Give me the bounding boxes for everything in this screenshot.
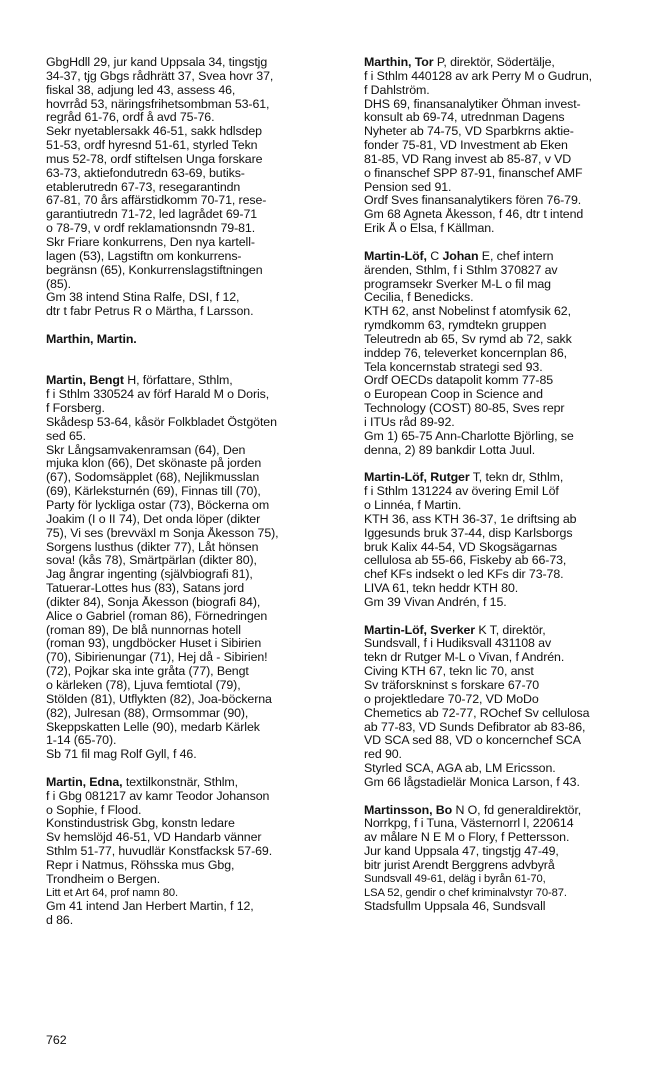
text-line: Technology (COST) 80-85, Sves repr [364,402,565,416]
text-line: Erik Å o Elsa, f Källman. [364,222,495,236]
entry-surname: Martin-Löf, [364,249,427,263]
text-line: 63-73, aktiefondutredn 63-69, butiks- [46,166,245,180]
text-line: 75), Vi ses (brevväxl m Sonja Åkesson 75), [46,526,279,540]
entry-martinsson-bo [364,804,654,915]
right-column [364,56,654,928]
text-line: (roman 89), De blå nunnornas hotell [46,623,241,637]
entry-head [364,804,654,818]
text-line: (67), Sodomsäpplet (68), Nejlikmusslan [46,471,260,485]
text-line: Sv träforskninst s forskare 67-70 [364,678,540,692]
text-line: Sorgens lusthus (dikter 77), Låt hönsen [46,540,259,554]
text-line: f i Sthlm 440128 av ark Perry M o Gudrun, [364,69,592,83]
text-line: Gm 38 intend Stina Ralfe, DSI, f 12, [46,291,240,305]
text-line: DHS 69, finansanalytiker Öhman invest- [364,97,581,111]
entry-head-rest: H, författare, Sthlm, [123,374,233,388]
entry-initial: C [426,249,443,263]
text-line: red 90. [364,748,402,762]
text-line: Konstindustrisk Gbg, konstn ledare [46,817,235,831]
text-line: d 86. [46,914,74,928]
text-line: Jur kand Uppsala 47, tingstjg 47-49, [364,845,559,859]
text-line: fiskal 38, adjung led 43, assess 46, [46,83,236,97]
text-line: Gm 39 Vivan Andrén, f 15. [364,595,507,609]
text-line: bitr jurist Arendt Berggrens advbyrå [364,858,555,872]
text-line: (69), Kärleksturnén (69), Finnas till (70), [46,485,261,499]
entry-martin-bengt [46,374,346,762]
text-line: f i Sthlm 330524 av förf Harald M o Doris, [46,388,270,402]
text-line: tekn dr Rutger M-L o Vivan, f Andrén. [364,651,565,665]
text-line: o Linnéa, f Martin. [364,499,462,512]
entry-martin-edna [46,776,346,928]
text-line: fonder 75-81, VD Investment ab Eken [364,139,568,153]
text-line: dtr t fabr Petrus R o Märtha, f Larsson. [46,305,254,319]
text-line: konsult ab 69-74, utrednman Dagens [364,111,565,125]
text-line: 34-37, tjg Gbgs rådhrätt 37, Svea hovr 37, [46,69,274,83]
text-line: Sthlm 51-77, huvudlär Konstfacksk 57-69. [46,845,273,859]
text-line: o projektledare 70-72, VD MoDo [364,692,539,706]
text-line: Pension sed 91. [364,180,452,194]
text-line: Sundsvall 49-61, deläg i byrån 61-70, [364,872,546,885]
entry-martin-lof-rutger [364,471,654,609]
text-line: KTH 36, ass KTH 36-37, 1e driftsing ab [364,512,577,526]
entry-head [46,776,346,790]
text-line: KTH 62, anst Nobelinst f atomfysik 62, [364,305,571,319]
entry-head-rest: K T, direktör, [475,623,546,637]
entry-head [364,250,654,264]
entry-head [364,471,654,485]
text-line: 67-81, 70 års affärstidkomm 70-71, rese- [46,194,267,208]
text-line: Tatuerar-Lottes hus (83), Satans jord [46,582,245,596]
text-line: LSA 52, gendir o chef kriminalvstyr 70-87. [364,886,567,899]
entry-head-rest: textilkonstnär, Sthlm, [122,775,238,789]
text-line: denna, 2) 89 bankdir Lotta Juul. [364,443,536,457]
text-line: Sb 71 fil mag Rolf Gyll, f 46. [46,748,197,762]
entry-given-name: Sverker [430,623,476,637]
entry-surname: Martin, [46,374,86,388]
text-line: Ordf Sves finansanalytikers fören 76-79. [364,194,582,208]
text-line: Civing KTH 67, tekn lic 70, anst [364,665,534,679]
text-line: o kärleken (78), Ljuva femtiotal (79), [46,678,241,692]
text-line: Iggesunds bruk 37-44, disp Karlsborgs [364,526,573,540]
text-line: 81-85, VD Rang invest ab 85-87, v VD [364,152,572,166]
text-line: Sundsvall, f i Hudiksvall 431108 av [364,637,552,651]
entry-given-name: Tor [414,56,434,69]
text-line: av målare N E M o Flory, f Pettersson. [364,831,570,845]
heading-entry: Marthin, Martin. [46,332,137,346]
entry-surname: Marthin, [364,56,412,69]
text-line: Gm 68 Agneta Åkesson, f 46, dtr t intend [364,208,584,222]
text-line: f Forsberg. [46,402,105,416]
entry-head [364,624,654,638]
text-line: f i Gbg 081217 av kamr Teodor Johanson [46,789,270,803]
text-line: regråd 61-76, ordf å avd 75-76. [46,111,215,125]
text-line: i ITUs råd 89-92. [364,415,455,429]
text-line: mus 52-78, ordf stiftelsen Unga forskare [46,152,263,166]
text-line: Styrled SCA, AGA ab, LM Ericsson. [364,762,556,776]
text-line: ab 77-83, VD Sunds Defibrator ab 83-86, [364,720,586,734]
text-line: etablerutredn 67-73, resegarantindn [46,180,241,194]
text-line: lagen (53), Lagstiftn om konkurrens- [46,249,242,263]
text-line: Stadsfullm Uppsala 46, Sundsvall [364,900,546,914]
entry-given-name: Rutger [430,471,470,485]
entry-given-name: Johan [442,249,479,263]
entry-head-rest: T, tekn dr, Sthlm, [469,471,564,485]
text-line: Skr Långsamvakenramsan (64), Den [46,443,246,457]
text-line: begränsn (65), Konkurrenslagstiftningen [46,263,263,277]
text-line: Party för lyckliga ostar (73), Böckerna om [46,499,270,512]
entry-surname: Martin-Löf, [364,471,427,485]
text-line: (82), Julresan (88), Ormsommar (90), [46,706,249,720]
text-line: sova! (kås 78), Smärtpärlan (dikter 80), [46,554,257,568]
text-line: Sekr nyetablersakk 46-51, sakk hdlsdep [46,125,262,139]
text-line: Stölden (81), Utflykten (82), Joa-böckerna [46,692,272,706]
text-line: rymdkomm 63, rymdtekn gruppen [364,319,547,333]
text-line: (85). [46,277,71,291]
text-line: o European Coop in Science and [364,388,543,402]
text-line: Alice o Gabriel (roman 86), Förnedringen [46,609,268,623]
entry-surname: Martinsson, [364,803,433,817]
text-line: Ordf OECDs datapolit komm 77-85 [364,374,554,388]
text-line: Gm 1) 65-75 Ann-Charlotte Björling, se [364,429,574,443]
entry-head-rest: E, chef intern [478,249,554,263]
entry-head [364,56,654,70]
text-line: (72), Pojkar ska inte gråta (77), Bengt [46,665,249,679]
text-line: Jag ångrar ingenting (självbiografi 81), [46,568,253,582]
text-line: cellulosa ab 55-66, Fiskeby ab 66-73, [364,554,567,568]
text-line: Litt et Art 64, prof namn 80. [46,886,179,899]
text-line: Nyheter ab 74-75, VD Sparbkrns aktie- [364,125,574,139]
text-line: Norrkpg, f i Tuna, Västernorrl l, 220614 [364,817,574,831]
text-line: Gm 66 lågstadielär Monica Larson, f 43. [364,775,580,789]
text-line: Joakim (I o II 74), Det onda löper (dikter [46,512,261,526]
entry-surname: Martin, [46,775,86,789]
text-line: 1-14 (65-70). [46,734,117,748]
text-line: LIVA 61, tekn heddr KTH 80. [364,582,519,596]
text-line: Repr i Natmus, Röhsska mus Gbg, [46,858,235,872]
text-line: GbgHdll 29, jur kand Uppsala 34, tingstjg [46,56,268,69]
text-line: (70), Sibirienungar (71), Hej då - Sibirien! [46,651,268,665]
entry-given-name: Bengt [89,374,124,388]
text-line: Tela koncernstab strategi sed 93. [364,360,543,374]
text-line: hovrråd 53, näringsfrihetsombman 53-61, [46,97,270,111]
text-line: ärenden, Sthlm, f i Sthlm 370827 av [364,263,558,277]
text-line: VD SCA sed 88, VD o koncernchef SCA [364,734,581,748]
continuation-entry [46,56,346,319]
text-line: Sv hemslöjd 46-51, VD Handarb vänner [46,831,262,845]
entry-head [46,374,346,388]
text-line: inddep 76, televerket koncernplan 86, [364,346,567,360]
text-line: 51-53, ordf hyresnd 51-61, styrled Tekn [46,139,258,153]
text-line: Trondheim o Bergen. [46,872,161,886]
text-line: chef KFs indsekt o led KFs dir 73-78. [364,568,564,582]
entry-head-rest: N O, fd generaldirektör, [452,803,582,817]
text-line: sed 65. [46,429,86,443]
text-line: o 78-79, v ordf reklamationsndn 79-81. [46,222,256,236]
text-line: programsekr Sverker M-L o fil mag [364,277,551,291]
text-line: (dikter 84), Sonja Åkesson (biografi 84), [46,595,261,609]
text-line: Teleutredn ab 65, Sv rymd ab 72, sakk [364,332,572,346]
entry-surname: Martin-Löf, [364,623,427,637]
entry-martin-lof-sverker [364,624,654,790]
text-line: Skådesp 53-64, kåsör Folkbladet Östgöten [46,415,277,429]
text-line: Gm 41 intend Jan Herbert Martin, f 12, [46,900,254,914]
text-line: garantiutredn 71-72, led lagrådet 69-71 [46,208,258,222]
text-line: Skeppskatten Lelle (90), medarb Kärlek [46,720,260,734]
page-number: 762 [46,1033,67,1047]
text-line: bruk Kalix 44-54, VD Skogsägarnas [364,540,557,554]
text-line: Skr Friare konkurrens, Den nya kartell- [46,235,255,249]
text-line: o finanschef SPP 87-91, finanschef AMF [364,166,583,180]
text-line: f Dahlström. [364,83,430,97]
text-line: Cecilia, f Benedicks. [364,291,474,305]
entry-given-name: Edna, [89,775,123,789]
entry-martin-lof-johan [364,250,654,458]
text-line: o Sophie, f Flood. [46,803,142,817]
entry-head-rest: P, direktör, Södertälje, [433,56,555,69]
text-line: (roman 93), ungdböcker Huset i Sibirien [46,637,262,651]
text-line: Chemetics ab 72-77, ROchef Sv cellulosa [364,706,590,720]
text-line: mjuka klon (66), Det skönaste på jorden [46,457,262,471]
text-line: f i Sthlm 131224 av övering Emil Löf [364,485,559,499]
entry-given-name: Bo [435,803,453,817]
left-column [46,56,346,942]
entry-marthin-tor [364,56,654,236]
